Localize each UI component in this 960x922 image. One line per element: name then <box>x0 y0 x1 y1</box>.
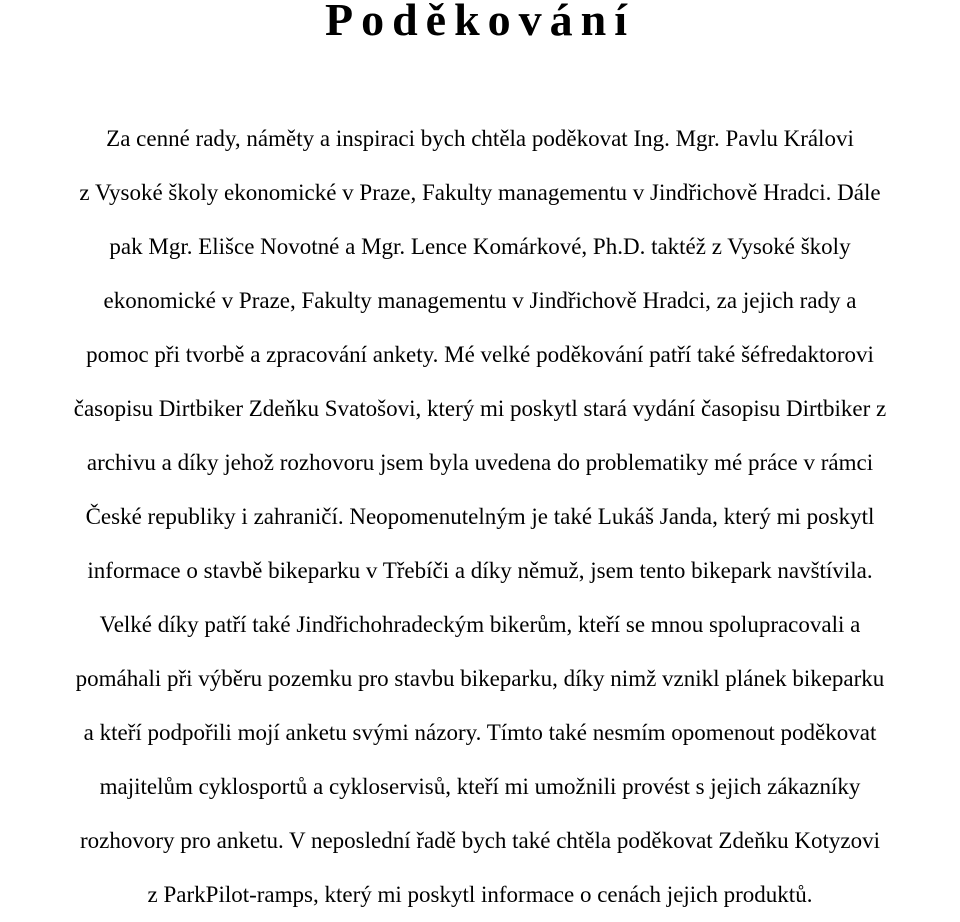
paragraph-line: pomoc při tvorbě a zpracování ankety. Mé velké poděkování patří také šéfredaktorovi <box>86 342 874 367</box>
paragraph-line: majitelům cyklosportů a cykloservisů, kteří mi umožnili provést s jejich zákazníky <box>99 774 861 799</box>
paragraph-line: České republiky i zahraničí. Neopomenutelným je také Lukáš Janda, který mi poskytl <box>85 504 875 529</box>
paragraph-line: pomáhali při výběru pozemku pro stavbu bikeparku, díky nimž vznikl plánek bikeparku <box>75 666 885 691</box>
paragraph-line: archivu a díky jehož rozhovoru jsem byla uvedena do problematiky mé práce v rámci <box>86 450 874 475</box>
paragraph-line: pak Mgr. Elišce Novotné a Mgr. Lence Komárkové, Ph.D. taktéž z Vysoké školy <box>109 234 851 259</box>
paragraph-line: ekonomické v Praze, Fakulty managementu v Jindřichově Hradci, za jejich rady a <box>103 288 857 313</box>
paragraph-line: z ParkPilot-ramps, který mi poskytl informace o cenách jejich produktů. <box>147 882 813 907</box>
paragraph-line: z Vysoké školy ekonomické v Praze, Fakulty managementu v Jindřichově Hradci. Dále <box>79 180 881 205</box>
paragraph-line: rozhovory pro anketu. V neposlední řadě bych také chtěla poděkovat Zdeňku Kotyzovi <box>79 828 881 853</box>
acknowledgement-paragraph <box>0 112 960 922</box>
paragraph-line: a kteří podpořili mojí anketu svými názory. Tímto také nesmím opomenout poděkovat <box>83 720 877 745</box>
paragraph-line: Velké díky patří také Jindřichohradeckým bikerům, kteří se mnou spolupracovali a <box>99 612 861 637</box>
paragraph-line: časopisu Dirtbiker Zdeňku Svatošovi, který mi poskytl stará vydání časopisu Dirtbiker z <box>73 396 887 421</box>
page-title: Poděkování <box>324 0 636 45</box>
paragraph-line: informace o stavbě bikeparku v Třebíči a díky němuž, jsem tento bikepark navštívila. <box>87 558 873 583</box>
paragraph-line: Za cenné rady, náměty a inspiraci bych chtěla poděkovat Ing. Mgr. Pavlu Královi <box>106 126 854 151</box>
